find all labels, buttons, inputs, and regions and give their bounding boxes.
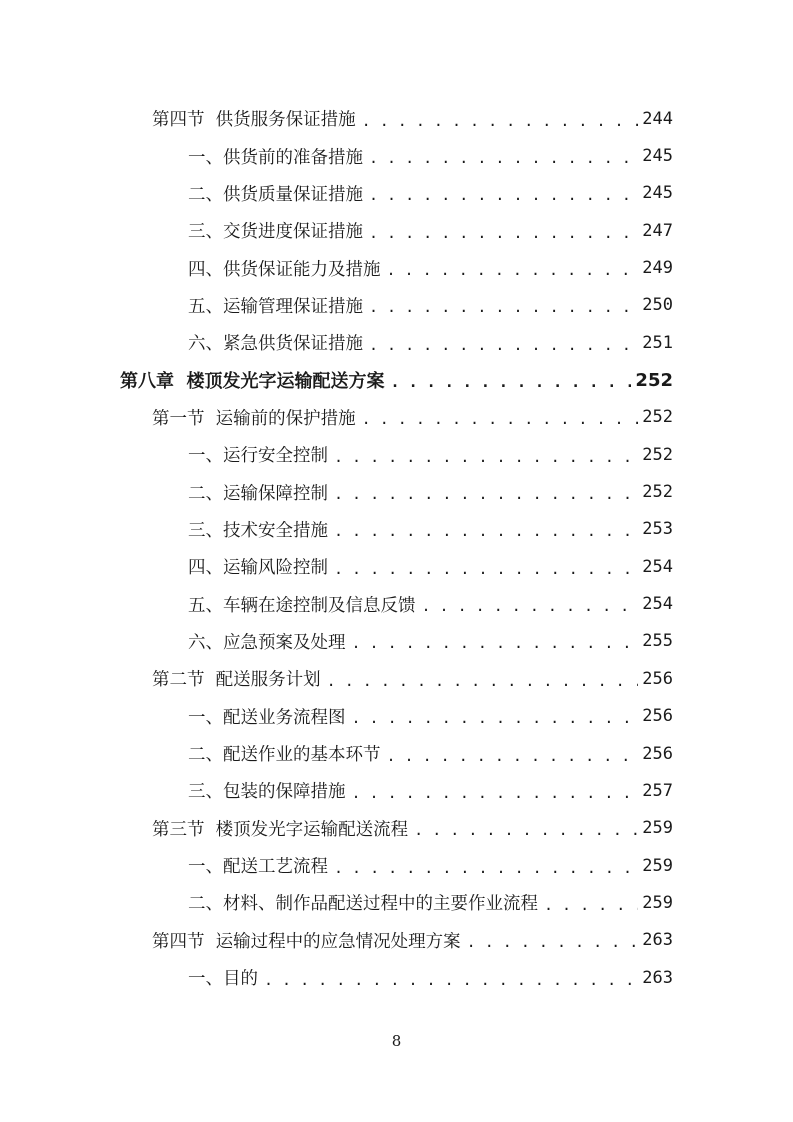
toc-entry-title: 供货服务保证措施	[215, 110, 356, 131]
toc-subsection-entry[interactable]	[0, 698, 793, 735]
toc-dot-leader	[387, 747, 639, 765]
toc-dot-leader	[334, 560, 638, 578]
toc-entry-page: 254	[642, 556, 673, 577]
toc-entry-page: 249	[642, 258, 673, 279]
toc-entry-title: 包装的保障措施	[223, 782, 346, 803]
toc-section-entry[interactable]	[0, 100, 793, 137]
toc-dot-leader	[352, 709, 639, 727]
toc-entry-title: 运输过程中的应急情况处理方案	[215, 931, 461, 952]
toc-entry-number: 二、	[188, 894, 223, 915]
toc-dot-leader	[391, 373, 632, 391]
toc-entry-title: 运输保障控制	[223, 483, 328, 504]
toc-subsection-entry[interactable]	[0, 287, 793, 324]
toc-entry-number: 一、	[188, 147, 223, 168]
toc-subsection-entry[interactable]	[0, 884, 793, 921]
toc-dot-leader	[369, 186, 638, 204]
toc-entry-page: 252	[642, 407, 673, 428]
page-number: 8	[391, 1032, 402, 1050]
toc-subsection-entry[interactable]	[0, 511, 793, 548]
toc-subsection-entry[interactable]	[0, 548, 793, 585]
toc-entry-title: 配送工艺流程	[223, 857, 328, 878]
toc-entry-title: 运输管理保证措施	[223, 296, 363, 317]
toc-dot-leader	[352, 784, 639, 802]
toc-entry-page: 263	[642, 967, 673, 988]
toc-entry-page: 245	[642, 183, 673, 204]
toc-entry-page: 259	[642, 818, 673, 839]
toc-dot-leader	[387, 261, 639, 279]
toc-entry-page: 253	[642, 519, 673, 540]
toc-dot-leader	[544, 896, 638, 914]
toc-entry-page: 259	[642, 855, 673, 876]
toc-subsection-entry[interactable]	[0, 473, 793, 510]
toc-entry-number: 二、	[188, 745, 223, 766]
toc-entry-number: 一、	[188, 707, 223, 728]
toc-entry-number: 六、	[188, 334, 223, 355]
toc-subsection-entry[interactable]	[0, 249, 793, 286]
toc-entry-page: 257	[642, 780, 673, 801]
toc-entry-number: 第二节	[152, 670, 216, 691]
toc-subsection-entry[interactable]	[0, 324, 793, 361]
toc-entry-number: 三、	[188, 520, 223, 541]
table-of-contents	[0, 100, 793, 996]
toc-entry-number: 五、	[188, 595, 223, 616]
toc-dot-leader	[264, 971, 638, 989]
toc-entry-number: 二、	[188, 483, 223, 504]
toc-entry-title: 供货保证能力及措施	[223, 259, 381, 280]
toc-subsection-entry[interactable]	[0, 137, 793, 174]
toc-entry-page: 263	[642, 930, 673, 951]
toc-dot-leader	[334, 522, 638, 540]
toc-subsection-entry[interactable]	[0, 772, 793, 809]
toc-entry-page: 255	[642, 631, 673, 652]
toc-dot-leader	[334, 485, 638, 503]
toc-entry-title: 供货前的准备措施	[223, 147, 363, 168]
toc-entry-page: 252	[642, 444, 673, 465]
toc-entry-title: 供货质量保证措施	[223, 184, 363, 205]
toc-entry-title: 配送业务流程图	[223, 707, 346, 728]
toc-subsection-entry[interactable]	[0, 585, 793, 622]
toc-dot-leader	[414, 821, 638, 839]
toc-dot-leader	[362, 112, 639, 130]
toc-entry-page: 250	[642, 295, 673, 316]
toc-entry-title: 技术安全措施	[223, 520, 328, 541]
toc-entry-number: 三、	[188, 782, 223, 803]
toc-entry-title: 运行安全控制	[223, 446, 328, 467]
toc-dot-leader	[369, 298, 638, 316]
toc-entry-number: 第四节	[152, 931, 216, 952]
toc-entry-page: 252	[642, 482, 673, 503]
toc-entry-number: 四、	[188, 558, 223, 579]
toc-entry-number: 一、	[188, 969, 223, 990]
toc-subsection-entry[interactable]	[0, 175, 793, 212]
toc-entry-number: 第一节	[152, 408, 216, 429]
toc-subsection-entry[interactable]	[0, 436, 793, 473]
toc-entry-number: 六、	[188, 632, 223, 653]
toc-entry-title: 运输风险控制	[223, 558, 328, 579]
toc-entry-title: 车辆在途控制及信息反馈	[223, 595, 416, 616]
toc-entry-page: 252	[635, 369, 673, 391]
toc-entry-page: 256	[642, 668, 673, 689]
toc-entry-page: 256	[642, 743, 673, 764]
toc-entry-page: 244	[642, 108, 673, 129]
toc-subsection-entry[interactable]	[0, 623, 793, 660]
toc-entry-number: 第八章	[120, 371, 187, 393]
toc-entry-title: 材料、制作品配送过程中的主要作业流程	[223, 894, 538, 915]
toc-entry-number: 二、	[188, 184, 223, 205]
toc-entry-title: 配送服务计划	[215, 670, 321, 691]
toc-subsection-entry[interactable]	[0, 847, 793, 884]
toc-entry-number: 第四节	[152, 110, 216, 131]
toc-entry-number: 三、	[188, 222, 223, 243]
toc-entry-number: 四、	[188, 259, 223, 280]
toc-dot-leader	[362, 410, 639, 428]
toc-entry-title: 交货进度保证措施	[223, 222, 363, 243]
toc-section-entry[interactable]	[0, 922, 793, 959]
toc-section-entry[interactable]	[0, 810, 793, 847]
toc-entry-title: 目的	[223, 969, 258, 990]
toc-dot-leader	[334, 448, 638, 466]
toc-section-entry[interactable]	[0, 660, 793, 697]
toc-entry-title: 运输前的保护措施	[215, 408, 356, 429]
toc-dot-leader	[369, 224, 638, 242]
toc-entry-page: 245	[642, 146, 673, 167]
toc-entry-title: 楼顶发光字运输配送方案	[186, 371, 385, 393]
toc-entry-title: 配送作业的基本环节	[223, 745, 381, 766]
toc-dot-leader	[422, 597, 639, 615]
toc-subsection-entry[interactable]	[0, 959, 793, 996]
toc-entry-title: 应急预案及处理	[223, 632, 346, 653]
toc-chapter-entry[interactable]	[0, 361, 793, 398]
toc-entry-title: 楼顶发光字运输配送流程	[215, 819, 409, 840]
toc-entry-page: 256	[642, 706, 673, 727]
toc-section-entry[interactable]	[0, 399, 793, 436]
toc-entry-page: 251	[642, 332, 673, 353]
toc-entry-title: 紧急供货保证措施	[223, 334, 363, 355]
toc-entry-number: 一、	[188, 857, 223, 878]
toc-entry-page: 254	[642, 594, 673, 615]
toc-dot-leader	[369, 336, 638, 354]
toc-dot-leader	[352, 634, 639, 652]
toc-entry-number: 第三节	[152, 819, 216, 840]
toc-entry-page: 247	[642, 220, 673, 241]
toc-dot-leader	[467, 933, 639, 951]
toc-dot-leader	[369, 149, 638, 167]
toc-entry-number: 一、	[188, 446, 223, 467]
toc-dot-leader	[334, 859, 638, 877]
toc-subsection-entry[interactable]	[0, 212, 793, 249]
toc-subsection-entry[interactable]	[0, 735, 793, 772]
toc-entry-page: 259	[642, 892, 673, 913]
toc-dot-leader	[327, 672, 639, 690]
toc-entry-number: 五、	[188, 296, 223, 317]
